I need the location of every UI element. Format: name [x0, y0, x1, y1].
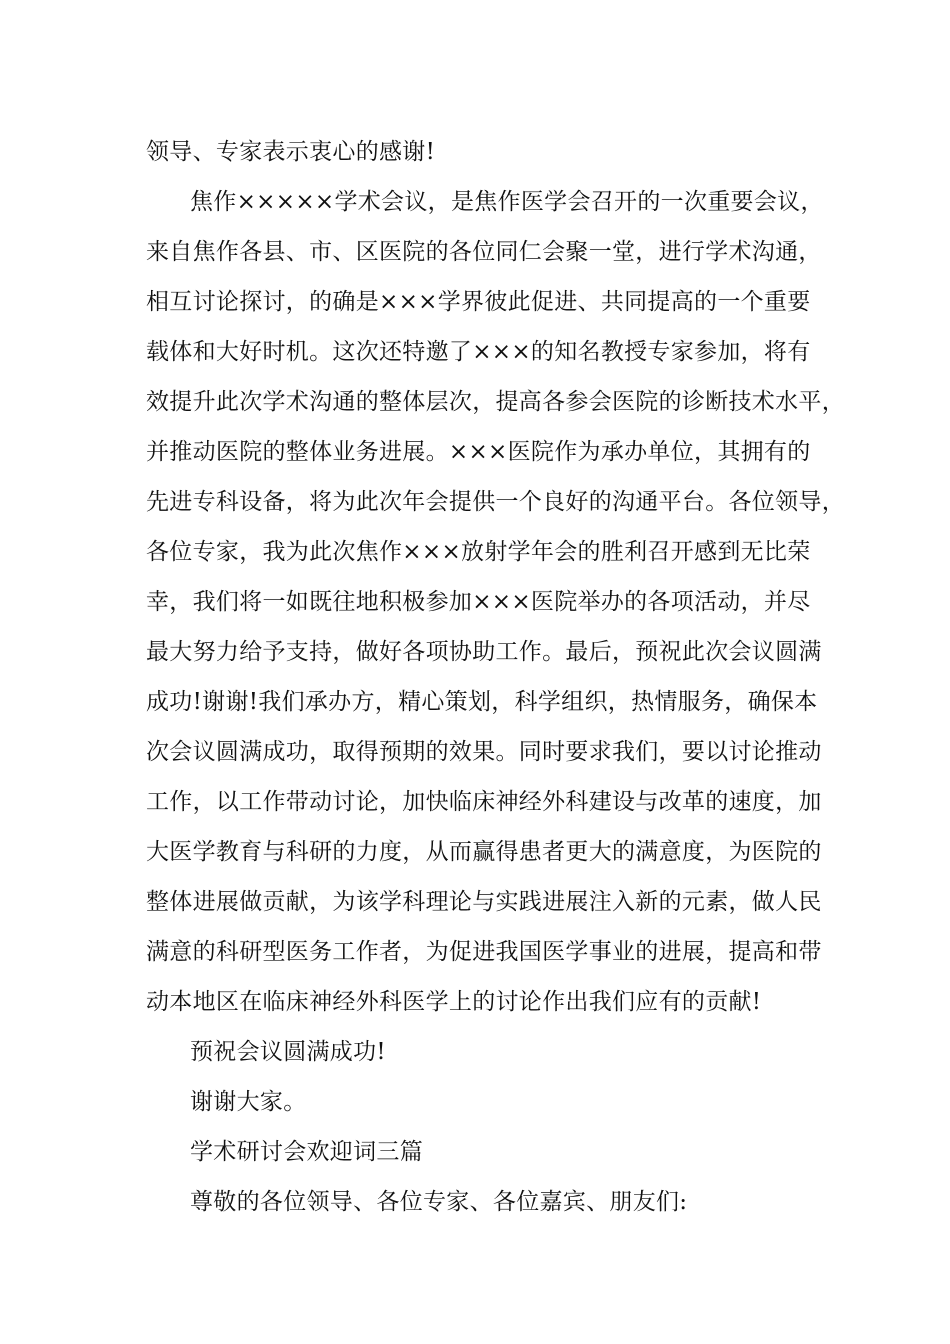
text-line: 先进专科设备，将为此次年会提供一个良好的沟通平台。各位领导， — [146, 489, 845, 515]
text-line: 幸，我们将一如既往地积极参加×××医院举办的各项活动，并尽 — [146, 589, 811, 615]
text-line: 预祝会议圆满成功! — [190, 1039, 386, 1065]
text-line: 相互讨论探讨，的确是×××学界彼此促进、共同提高的一个重要 — [146, 289, 811, 315]
text-line: 并推动医院的整体业务进展。×××医院作为承办单位，其拥有的 — [146, 439, 811, 465]
text-line: 效提升此次学术沟通的整体层次，提高各参会医院的诊断技术水平， — [146, 389, 845, 415]
text-line: 谢谢大家。 — [190, 1089, 307, 1115]
text-line: 大医学教育与科研的力度，从而赢得患者更大的满意度，为医院的 — [146, 839, 822, 865]
text-line: 动本地区在临床神经外科医学上的讨论作出我们应有的贡献! — [146, 989, 762, 1015]
text-line: 工作，以工作带动讨论，加快临床神经外科建设与改革的速度，加 — [146, 789, 822, 815]
text-line: 成功!谢谢!我们承办方，精心策划，科学组织，热情服务，确保本 — [146, 689, 818, 715]
text-line: 整体进展做贡献，为该学科理论与实践进展注入新的元素，做人民 — [146, 889, 822, 915]
text-line: 最大努力给予支持，做好各项协助工作。最后，预祝此次会议圆满 — [146, 639, 822, 665]
section-heading: 学术研讨会欢迎词三篇 — [190, 1139, 423, 1165]
salutation-line: 尊敬的各位领导、各位专家、各位嘉宾、朋友们: — [190, 1189, 688, 1215]
text-line: 次会议圆满成功，取得预期的效果。同时要求我们，要以讨论推动 — [146, 739, 822, 765]
text-line: 载体和大好时机。这次还特邀了×××的知名教授专家参加，将有 — [146, 339, 811, 365]
text-line: 领导、专家表示衷心的感谢! — [146, 139, 436, 165]
text-line: 各位专家，我为此次焦作×××放射学年会的胜利召开感到无比荣 — [146, 539, 811, 565]
text-line: 焦作×××××学术会议，是焦作医学会召开的一次重要会议， — [190, 189, 824, 215]
text-line: 来自焦作各县、市、区医院的各位同仁会聚一堂，进行学术沟通， — [146, 239, 822, 265]
text-line: 满意的科研型医务工作者，为促进我国医学事业的进展，提高和带 — [146, 939, 822, 965]
